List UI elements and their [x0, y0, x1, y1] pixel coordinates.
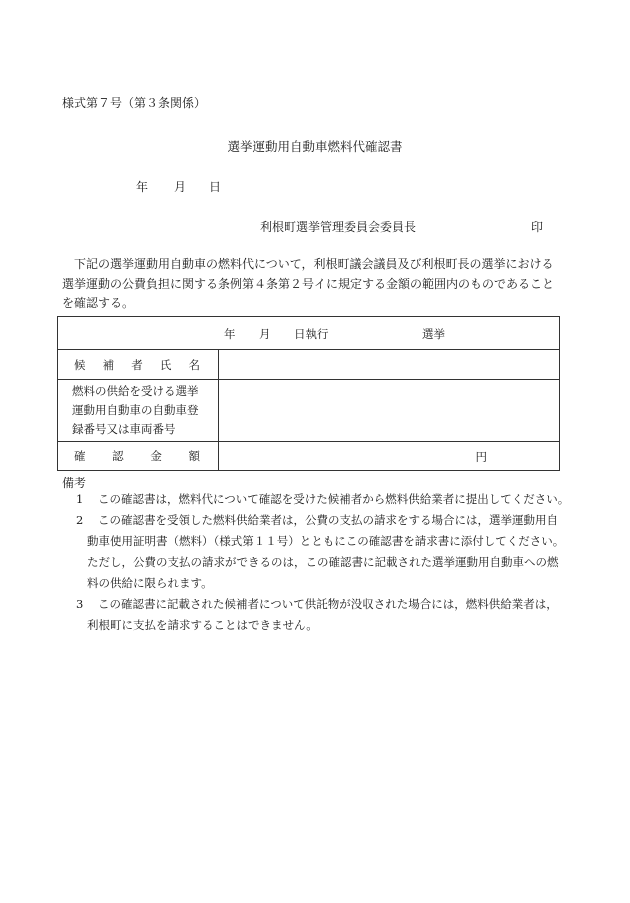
header-month: 月 [259, 327, 271, 341]
note-line: ただし，公費の支払の請求ができるのは，この確認書に記載された選挙運動用自動車への燃 [87, 555, 559, 569]
vehicle-label-line: 燃料の供給を受ける選挙 [72, 384, 199, 398]
form-number: 様式第７号（第３条関係） [62, 96, 207, 110]
date-day-label: 日 [209, 180, 222, 194]
candidate-label-cell [58, 350, 219, 380]
body-line: 選挙運動の公費負担に関する条例第４条第２号イに規定する金額の範囲内のものであること [62, 276, 555, 291]
label-char: 名 [188, 357, 200, 372]
vehicle-label-line: 録番号又は車両番号 [72, 422, 176, 436]
seal-mark: 印 [531, 220, 544, 234]
amount-label-cell [58, 442, 219, 471]
confirmation-table [57, 316, 560, 471]
notes-heading: 備考 [62, 476, 87, 490]
election-header-cell [58, 317, 560, 350]
amount-label [58, 448, 218, 464]
table-header-row [58, 317, 560, 350]
issuer-name: 利根町選挙管理委員会委員長 [260, 220, 417, 234]
label-char: 者 [131, 357, 143, 372]
table-row [58, 442, 560, 471]
vehicle-label-cell [58, 380, 219, 442]
candidate-value-cell[interactable] [219, 350, 560, 380]
amount-unit: 円 [475, 450, 487, 464]
label-char: 認 [112, 449, 124, 463]
body-text [62, 255, 570, 314]
body-line: を確認する。 [62, 296, 135, 310]
table-row [58, 380, 560, 442]
header-year: 年 [224, 327, 236, 341]
date-month-label: 月 [174, 180, 187, 194]
note-line: 動車使用証明書（燃料）（様式第１１号）とともにこの確認書を請求書に添付してください。 [87, 534, 565, 548]
label-char: 金 [150, 449, 162, 463]
vehicle-label-line: 運動用自動車の自動車登 [72, 403, 199, 417]
body-line: 下記の選挙運動用自動車の燃料代について，利根町議会議員及び利根町長の選挙における [74, 257, 554, 271]
header-day-exec: 日執行 [294, 327, 329, 341]
note-line: この確認書を受領した燃料供給業者は，公費の支払の請求をする場合には，選挙運動用自 [98, 513, 558, 527]
note-number: 1 [76, 492, 84, 506]
label-char: 額 [188, 449, 200, 463]
label-char: 氏 [159, 357, 172, 372]
note-number: 2 [76, 513, 84, 527]
note-line: この確認書は，燃料代について確認を受けた候補者から燃料供給業者に提出してください。 [98, 492, 570, 506]
note-line: 利根町に支払を請求することはできません。 [87, 618, 318, 632]
document-title: 選挙運動用自動車燃料代確認書 [227, 139, 403, 154]
table-row [58, 350, 560, 380]
vehicle-value-cell[interactable] [219, 380, 560, 442]
amount-value-cell[interactable] [219, 442, 560, 471]
label-char: 候 [74, 357, 86, 372]
label-char: 補 [102, 357, 115, 372]
header-election: 選挙 [422, 327, 445, 341]
note-line: 料の供給に限られます。 [87, 576, 213, 590]
vehicle-label [58, 381, 218, 440]
note-number: 3 [76, 597, 84, 611]
date-year-label: 年 [136, 180, 149, 194]
label-char: 確 [74, 449, 86, 463]
note-line: この確認書に記載された候補者について供託物が没収された場合には，燃料供給業者は， [98, 597, 558, 611]
candidate-label [58, 357, 218, 373]
